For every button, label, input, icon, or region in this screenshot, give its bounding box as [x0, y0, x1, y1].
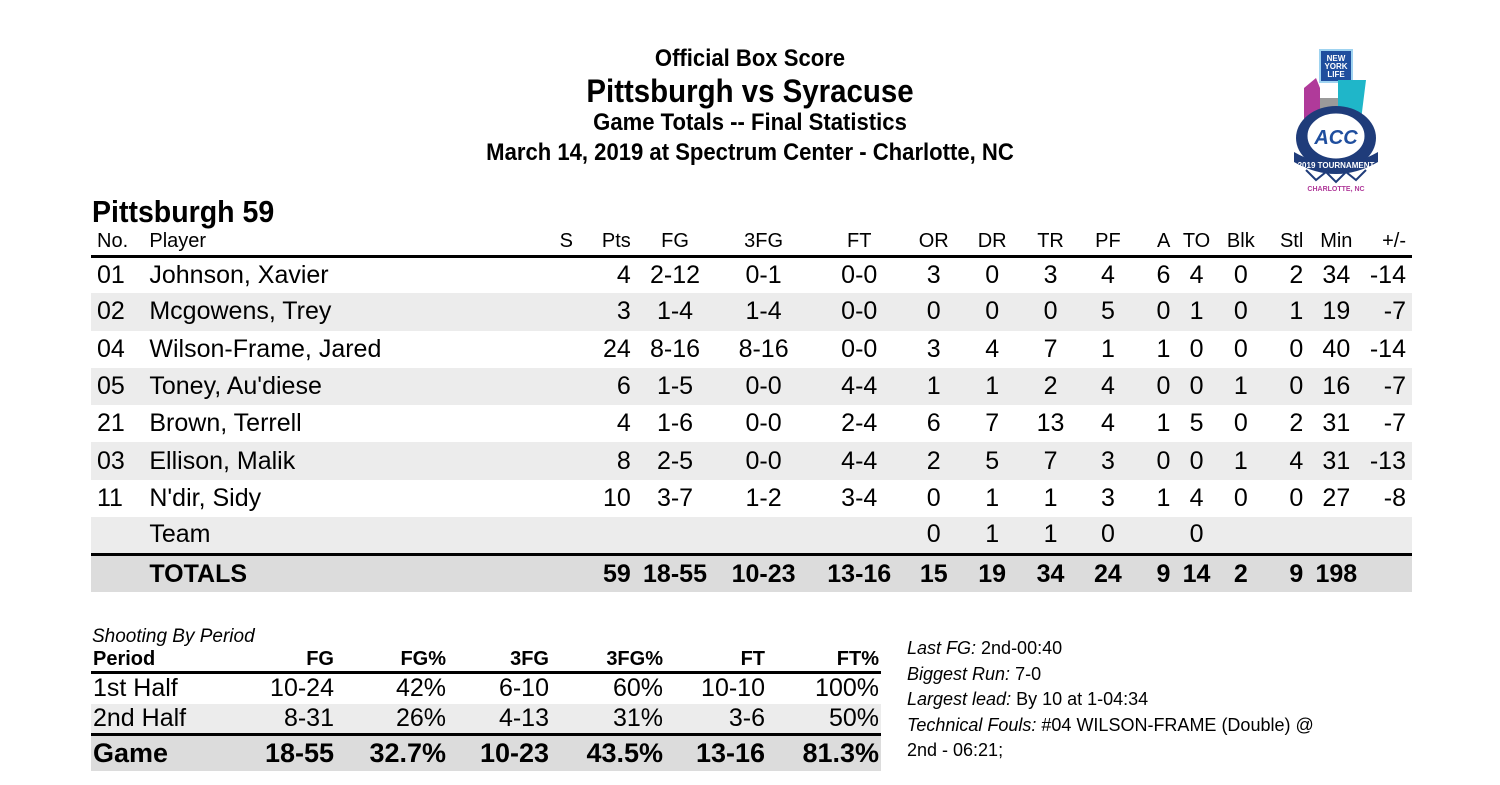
fg-pct-value: 42%: [395, 674, 446, 703]
cell-pm: -13: [1363, 442, 1412, 479]
cell-min: 31: [1322, 409, 1351, 438]
cell-no: [91, 517, 143, 554]
note-largest-lead: Largest lead: By 10 at 1-04:34: [907, 689, 1149, 709]
cell-dr: 1: [963, 517, 1021, 554]
cell-pts: 59: [586, 554, 636, 592]
cell-or: 0: [905, 293, 963, 330]
cell-blk: [1217, 517, 1265, 554]
cell-pts: 8: [586, 442, 636, 479]
3fg-value: 6-10: [498, 674, 549, 703]
cell-fg: 2-12: [649, 260, 701, 289]
cell-min: [1309, 517, 1363, 554]
cell-stl: 0: [1289, 334, 1304, 363]
cell-blk: 0: [1233, 260, 1248, 289]
cell-or: 3: [926, 260, 941, 289]
fg-pct-value: 32.7%: [336, 735, 448, 771]
col-header-s: S: [559, 229, 573, 252]
note-technical-fouls: Technical Fouls: #04 WILSON-FRAME (Double) @: [907, 714, 1314, 735]
cell-fg3: 0-1: [745, 260, 782, 289]
cell-fg3: 8-16: [738, 334, 789, 363]
sbp-col-fg: FG: [306, 648, 334, 670]
cell-min: 27: [1322, 483, 1351, 512]
cell-stl: 9: [1265, 554, 1309, 592]
fg-value: 8-31: [241, 704, 336, 735]
shooting-header-row: [91, 648, 881, 673]
cell-or: 6: [926, 409, 941, 438]
sbp-col-period: Period: [93, 648, 156, 670]
ft-pct-value: 81.3%: [767, 735, 881, 771]
fg-value: 18-55: [241, 735, 336, 771]
period-label: 1st Half: [93, 674, 178, 703]
note-biggest-run: Biggest Run: 7-0: [907, 663, 1042, 684]
cell-pm: [1363, 517, 1412, 554]
cell-no: 04: [97, 334, 125, 363]
cell-fg3: 0-0: [713, 368, 814, 405]
note-technical-fouls-cont: 2nd - 06:21;: [907, 740, 1004, 760]
cell-dr: 1: [963, 368, 1021, 405]
report-header: [0, 44, 1500, 168]
cell-dr: 19: [963, 554, 1021, 592]
cell-pm: -8: [1383, 483, 1406, 512]
col-header-pts: Pts: [601, 229, 631, 252]
cell-player: Wilson-Frame, Jared: [149, 334, 382, 363]
col-header-pf: PF: [1095, 229, 1121, 252]
cell-ft: 4-4: [814, 368, 905, 405]
cell-a: 9: [1136, 554, 1176, 592]
player-row: [91, 331, 1412, 368]
col-header-no: No.: [97, 229, 129, 252]
cell-blk: 0: [1217, 293, 1265, 330]
cell-a: 0: [1136, 368, 1176, 405]
cell-dr: 5: [963, 442, 1021, 479]
cell-pf: 5: [1080, 293, 1136, 330]
cell-dr: 0: [963, 293, 1021, 330]
note-last-fg: Last FG: 2nd-00:40: [907, 638, 1063, 658]
3fg-value: 10-23: [448, 735, 551, 771]
svg-text:LIFE: LIFE: [1327, 70, 1345, 79]
player-row: [91, 293, 1412, 330]
cell-pts: 24: [602, 334, 631, 363]
col-header-ft: FT: [847, 229, 872, 252]
cell-fg3: 0-0: [713, 442, 814, 479]
ft-value: 10-10: [701, 674, 765, 703]
cell-to: 0: [1176, 442, 1216, 479]
cell-min: 34: [1322, 260, 1351, 289]
cell-pts: 6: [586, 368, 636, 405]
totals-row: [91, 554, 1412, 592]
cell-s: [546, 293, 586, 330]
cell-or: 3: [926, 334, 941, 363]
cell-tr: 1: [1043, 483, 1058, 512]
cell-pf: 0: [1080, 517, 1136, 554]
cell-a: 1: [1156, 409, 1171, 438]
fg-value: 10-24: [270, 674, 334, 703]
cell-fg: 1-6: [656, 409, 694, 438]
cell-to: 0: [1176, 517, 1216, 554]
col-header-player: Player: [149, 229, 207, 252]
cell-stl: 1: [1265, 293, 1309, 330]
cell-s: [546, 256, 586, 293]
cell-or: 0: [905, 517, 963, 554]
cell-player: Team: [143, 517, 546, 554]
cell-stl: 2: [1289, 260, 1304, 289]
team-score-heading: Pittsburgh 59: [92, 194, 275, 229]
cell-fg3: [713, 517, 814, 554]
cell-min: 31: [1309, 442, 1363, 479]
svg-text:NEW: NEW: [1326, 54, 1346, 63]
cell-stl: [1265, 517, 1309, 554]
3fg-pct-value: 31%: [551, 704, 665, 735]
cell-no: 21: [97, 409, 125, 438]
cell-fg: 1-5: [637, 368, 713, 405]
cell-min: 16: [1309, 368, 1363, 405]
cell-pts: 4: [616, 260, 631, 289]
svg-text:CHARLOTTE, NC: CHARLOTTE, NC: [1307, 186, 1365, 193]
cell-or: 15: [905, 554, 963, 592]
cell-fg: [637, 517, 713, 554]
cell-tr: 34: [1021, 554, 1079, 592]
cell-no: 03: [91, 442, 143, 479]
ft-pct-value: 100%: [815, 674, 879, 703]
cell-fg3: 1-2: [745, 483, 782, 512]
cell-fg: 2-5: [637, 442, 713, 479]
cell-ft: 0-0: [841, 334, 878, 363]
col-header-to: TO: [1182, 229, 1211, 252]
cell-s: [546, 480, 586, 517]
cell-blk: 0: [1233, 483, 1248, 512]
cell-blk: 1: [1217, 368, 1265, 405]
cell-no: 02: [91, 293, 143, 330]
col-header-dr: DR: [977, 229, 1007, 252]
cell-pf: 24: [1080, 554, 1136, 592]
cell-ft: 13-16: [814, 554, 905, 592]
cell-dr: 4: [985, 334, 1000, 363]
cell-pm: -14: [1369, 260, 1406, 289]
col-header-tr: TR: [1037, 229, 1064, 252]
svg-text:ACC: ACC: [1314, 127, 1358, 149]
period-label: 2nd Half: [91, 704, 241, 735]
cell-pf: 4: [1100, 409, 1115, 438]
cell-tr: 0: [1021, 293, 1079, 330]
cell-tr: 1: [1021, 517, 1079, 554]
cell-s: [546, 554, 586, 592]
cell-stl: 0: [1289, 483, 1304, 512]
svg-text:2019 TOURNAMENT: 2019 TOURNAMENT: [1297, 161, 1375, 170]
cell-player: Toney, Au'diese: [143, 368, 546, 405]
col-header-3fg: 3FG: [744, 229, 784, 252]
cell-blk: 0: [1233, 334, 1248, 363]
cell-a: 0: [1136, 442, 1176, 479]
acc-tournament-logo-icon: [1286, 48, 1386, 194]
cell-pm: -14: [1369, 334, 1406, 363]
cell-no: 01: [97, 260, 125, 289]
player-row: [91, 442, 1412, 479]
cell-a: 1: [1156, 483, 1171, 512]
cell-dr: 1: [985, 483, 1000, 512]
cell-dr: 7: [985, 409, 1000, 438]
cell-to: 0: [1176, 368, 1216, 405]
cell-or: 1: [905, 368, 963, 405]
shooting-by-period-caption: Shooting By Period: [92, 626, 255, 647]
cell-pf: 4: [1100, 260, 1115, 289]
cell-player: Ellison, Malik: [143, 442, 546, 479]
cell-pts: 4: [616, 409, 631, 438]
cell-player: Mcgowens, Trey: [143, 293, 546, 330]
sbp-col-fg-pct: FG%: [400, 648, 446, 670]
cell-tr: 7: [1021, 442, 1079, 479]
player-row: [91, 256, 1412, 293]
cell-ft: 3-4: [841, 483, 878, 512]
ft-pct-value: 50%: [767, 704, 881, 735]
cell-s: [546, 331, 586, 368]
cell-a: 1: [1156, 334, 1171, 363]
cell-a: [1136, 517, 1176, 554]
col-header-blk: Blk: [1226, 229, 1255, 252]
cell-ft: 0-0: [841, 260, 878, 289]
cell-pm: [1363, 554, 1412, 592]
3fg-value: 4-13: [448, 704, 551, 735]
sbp-col-3fg: 3FG: [510, 648, 549, 670]
cell-blk: 1: [1217, 442, 1265, 479]
cell-a: 6: [1156, 260, 1171, 289]
cell-ft: 2-4: [841, 409, 878, 438]
3fg-pct-value: 60%: [612, 674, 663, 703]
cell-player: Johnson, Xavier: [149, 260, 329, 289]
col-header-min: Min: [1320, 229, 1353, 252]
cell-a: 0: [1136, 293, 1176, 330]
cell-pm: -7: [1363, 368, 1412, 405]
team-row: [91, 517, 1412, 554]
player-row: [91, 480, 1412, 517]
game-notes: [907, 636, 1314, 764]
cell-fg3: 10-23: [713, 554, 814, 592]
cell-to: 0: [1189, 334, 1204, 363]
cell-fg3: 0-0: [745, 409, 782, 438]
cell-to: 1: [1176, 293, 1216, 330]
cell-to: 4: [1189, 483, 1204, 512]
cell-player: N'dir, Sidy: [149, 483, 262, 512]
cell-stl: 2: [1289, 409, 1304, 438]
cell-dr: 0: [985, 260, 1000, 289]
cell-s: [546, 517, 586, 554]
shooting-row-1st-half: [91, 673, 881, 704]
cell-ft: 0-0: [814, 293, 905, 330]
cell-or: 2: [905, 442, 963, 479]
player-row: [91, 405, 1412, 442]
cell-pf: 1: [1100, 334, 1115, 363]
cell-tr: 3: [1043, 260, 1058, 289]
ft-value: 13-16: [665, 735, 767, 771]
cell-min: 198: [1309, 554, 1363, 592]
cell-to: 5: [1189, 409, 1204, 438]
col-header-or: OR: [918, 229, 949, 252]
cell-tr: 7: [1043, 334, 1058, 363]
cell-fg: 3-7: [656, 483, 694, 512]
col-header-a: A: [1157, 229, 1171, 252]
cell-pts: 3: [586, 293, 636, 330]
cell-blk: 2: [1217, 554, 1265, 592]
report-subtitle: Game Totals -- Final Statistics: [593, 109, 907, 136]
fg-pct-value: 26%: [336, 704, 448, 735]
report-title: Official Box Score: [654, 45, 846, 72]
shooting-row-2nd-half: [91, 704, 881, 735]
col-header-plus-minus: +/-: [1382, 229, 1406, 252]
cell-fg3: 1-4: [713, 293, 814, 330]
cell-fg: 18-55: [637, 554, 713, 592]
box-score-header-row: [91, 228, 1412, 256]
sbp-col-ft-pct: FT%: [836, 648, 879, 670]
shooting-row-game: [91, 735, 881, 771]
cell-no: 11: [97, 483, 123, 512]
cell-pm: -7: [1363, 293, 1412, 330]
cell-stl: 4: [1265, 442, 1309, 479]
cell-to: 14: [1176, 554, 1216, 592]
col-header-fg: FG: [661, 229, 689, 252]
cell-pts: 10: [602, 483, 631, 512]
cell-fg: 1-4: [637, 293, 713, 330]
cell-min: 40: [1322, 334, 1351, 363]
3fg-pct-value: 43.5%: [551, 735, 665, 771]
cell-pm: -7: [1383, 409, 1406, 438]
cell-blk: 0: [1233, 409, 1248, 438]
cell-player: TOTALS: [143, 554, 546, 592]
cell-stl: 0: [1265, 368, 1309, 405]
box-score-table: [91, 228, 1412, 592]
cell-ft: [814, 517, 905, 554]
cell-min: 19: [1309, 293, 1363, 330]
cell-no: 05: [91, 368, 143, 405]
shooting-by-period-table: [91, 648, 881, 771]
col-header-stl: Stl: [1279, 229, 1304, 252]
cell-or: 0: [926, 483, 941, 512]
cell-player: Brown, Terrell: [149, 409, 302, 438]
ft-value: 3-6: [665, 704, 767, 735]
cell-s: [546, 368, 586, 405]
player-row: [91, 368, 1412, 405]
cell-ft: 4-4: [814, 442, 905, 479]
sbp-col-ft: FT: [740, 648, 765, 670]
cell-tr: 13: [1036, 409, 1065, 438]
game-date-venue: March 14, 2019 at Spectrum Center - Charlotte, NC: [486, 139, 1014, 166]
cell-tr: 2: [1021, 368, 1079, 405]
cell-pf: 3: [1100, 483, 1115, 512]
cell-to: 4: [1189, 260, 1204, 289]
matchup-title: Pittsburgh vs Syracuse: [586, 73, 914, 109]
cell-pf: 4: [1080, 368, 1136, 405]
cell-fg: 8-16: [649, 334, 701, 363]
cell-pts: [586, 517, 636, 554]
cell-pf: 3: [1080, 442, 1136, 479]
period-label: Game: [91, 735, 241, 771]
sbp-col-3fg-pct: 3FG%: [606, 648, 663, 670]
cell-no: [91, 554, 143, 592]
svg-text:YORK: YORK: [1324, 62, 1348, 71]
cell-s: [546, 442, 586, 479]
cell-s: [546, 405, 586, 442]
